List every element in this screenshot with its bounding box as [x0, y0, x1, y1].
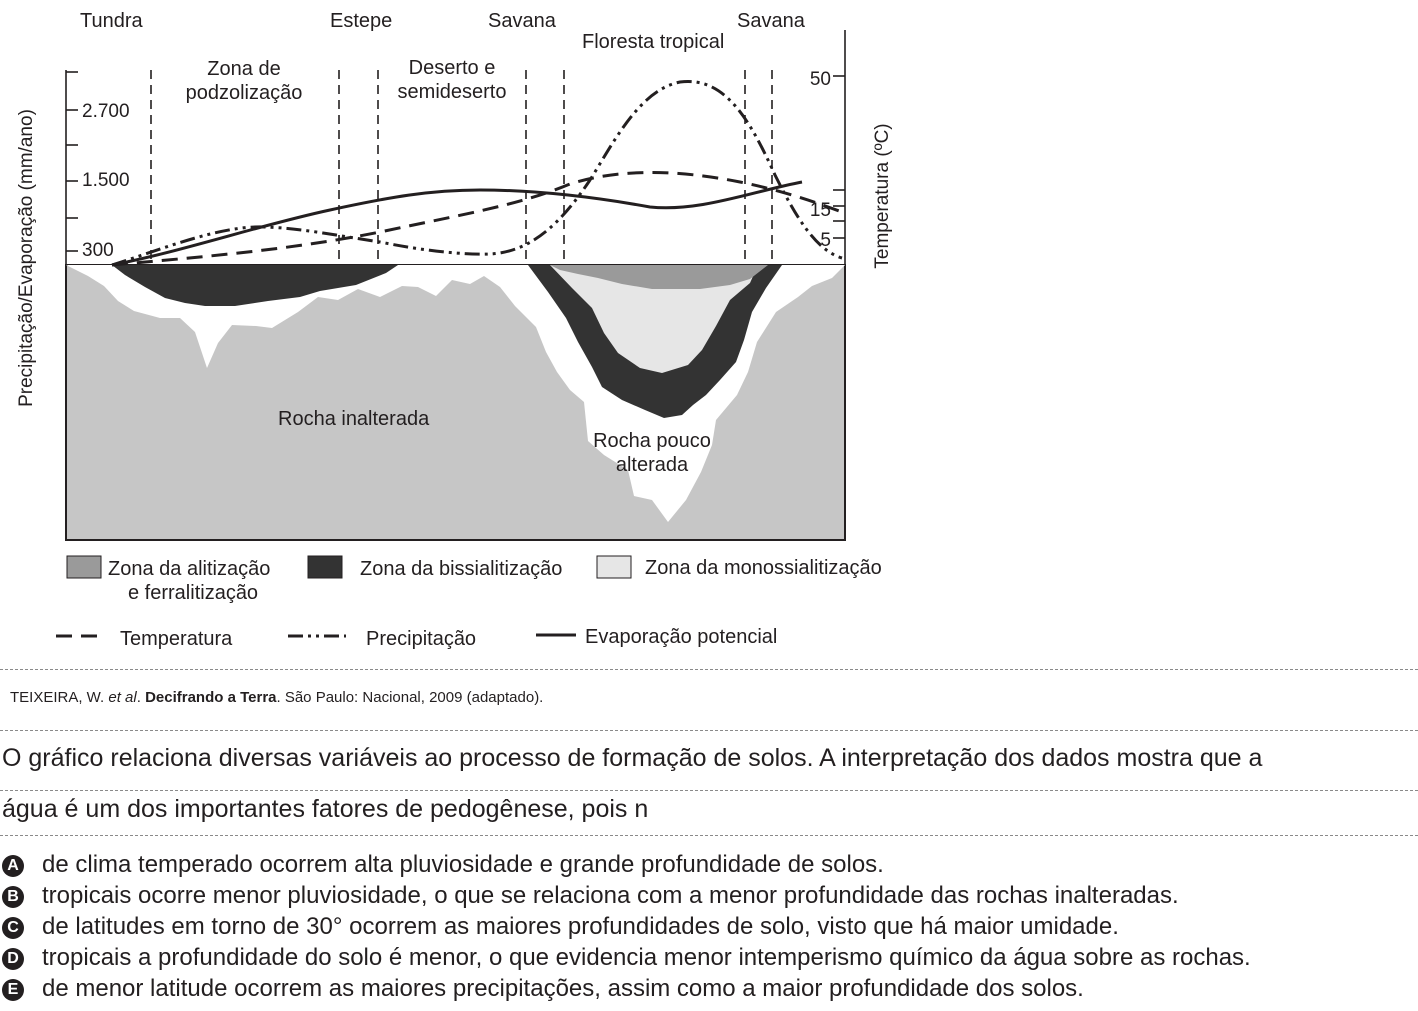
option-letter-badge: B: [2, 886, 24, 908]
option-d[interactable]: [2, 943, 1251, 973]
question-line: O gráfico relaciona diversas variáveis ao processo de formação de solos. A interpretação dos dados mostra que a: [2, 744, 1263, 772]
right-axis-tick: 15: [809, 200, 831, 221]
rock-label: Rocha pouco: [593, 430, 711, 452]
legend-label: Zona da monossialitização: [645, 557, 882, 579]
option-text: de clima temperado ocorrem alta pluviosidade e grande profundidade de solos.: [42, 851, 884, 878]
zone-label: Zona de: [207, 58, 281, 80]
divider: [0, 835, 1418, 836]
option-text: de menor latitude ocorrem as maiores precipitações, assim como a maior profundidade dos solos.: [42, 975, 1084, 1002]
biome-label: Savana: [737, 10, 805, 32]
right-axis: [833, 30, 845, 265]
legend-label: e ferralitização: [128, 582, 259, 604]
citation-publisher: . São Paulo: Nacional, 2009 (adaptado).: [276, 689, 544, 706]
legend-label: Evaporação potencial: [585, 626, 778, 648]
legend-label: Zona da alitização: [108, 558, 271, 580]
biome-label: Floresta tropical: [582, 31, 725, 53]
zone-label: Deserto e: [408, 57, 496, 79]
legend-swatch-alitizacao: [67, 556, 101, 578]
evaporation-curve: [112, 182, 802, 265]
divider: [0, 790, 1418, 791]
option-letter-badge: D: [2, 948, 24, 970]
citation-sep: .: [136, 689, 146, 706]
option-text: tropicais a profundidade do solo é menor, o que evidencia menor intemperismo químico da água sobre as rochas.: [42, 944, 1251, 971]
option-a[interactable]: [2, 850, 884, 880]
question-line: água é um dos importantes fatores de pedogênese, pois n: [2, 795, 649, 823]
zone-label: podzolização: [185, 82, 303, 104]
temperature-curve: [112, 173, 842, 266]
biome-label: Savana: [488, 10, 556, 32]
left-axis-label: Precipitação/Evaporação (mm/ano): [16, 109, 37, 407]
left-axis-tick: 300: [82, 240, 114, 261]
right-axis-tick: 50: [809, 69, 831, 90]
citation: [10, 689, 543, 706]
legend-label: Temperatura: [120, 628, 233, 650]
legend-label: Precipitação: [366, 628, 477, 650]
option-text: de latitudes em torno de 30° ocorrem as maiores profundidades de solo, visto que há maior umidade.: [42, 913, 1119, 940]
option-text: tropicais ocorre menor pluviosidade, o que se relaciona com a menor profundidade das rochas inalteradas.: [42, 882, 1179, 909]
zone-label: semideserto: [397, 81, 507, 103]
right-axis-label: Temperatura (ºC): [872, 123, 893, 269]
citation-authors: TEIXEIRA, W.: [10, 689, 109, 706]
right-axis-tick: 5: [820, 230, 831, 251]
option-letter-badge: E: [2, 979, 24, 1001]
biome-label: Tundra: [80, 10, 143, 32]
option-letter-badge: C: [2, 917, 24, 939]
divider: [0, 669, 1418, 670]
option-letter-badge: A: [2, 855, 24, 877]
left-axis: [66, 70, 78, 265]
biome-label: Estepe: [330, 10, 393, 32]
option-b[interactable]: [2, 881, 1179, 911]
left-axis-tick: 1.500: [82, 170, 130, 191]
divider: [0, 730, 1418, 731]
left-axis-tick: 2.700: [82, 101, 130, 122]
option-c[interactable]: [2, 912, 1119, 942]
legend-label: Zona da bissialitização: [360, 558, 563, 580]
citation-title: Decifrando a Terra: [145, 689, 277, 706]
legend-swatch-bissialitizacao: [308, 556, 342, 578]
citation-etal: et al: [108, 689, 137, 706]
option-e[interactable]: [2, 974, 1084, 1004]
soil-profile: [66, 265, 845, 540]
rock-label: alterada: [615, 454, 689, 476]
legend-swatch-monossialitizacao: [597, 556, 631, 578]
rock-label: Rocha inalterada: [278, 408, 430, 430]
